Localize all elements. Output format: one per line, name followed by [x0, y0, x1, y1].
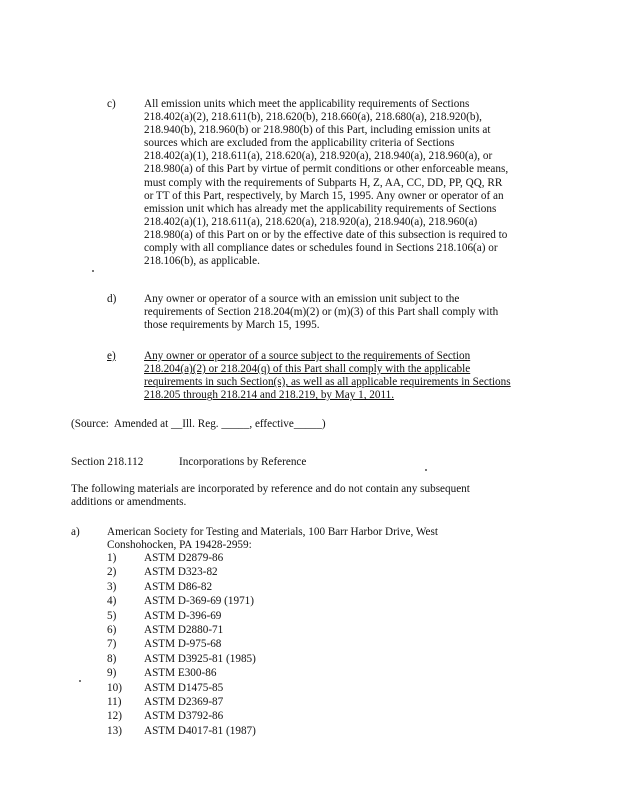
list-item-standard: ASTM D-369-69 (1971): [144, 595, 255, 608]
list-item-standard: ASTM D323-82: [144, 566, 218, 579]
list-item-standard: ASTM D2369-87: [144, 696, 224, 708]
list-item-standard: ASTM D3925-81 (1985): [144, 652, 256, 665]
list-item-standard: ASTM D1475-85: [144, 681, 224, 694]
list-item-standard: ASTM D3792-86: [144, 710, 224, 723]
subsection-c-line: emission unit which has already met the applicability requirements of Sections: [144, 202, 497, 215]
list-item-number: 2): [107, 566, 117, 579]
section-title: Incorporations by Reference: [179, 456, 307, 468]
list-item-number: 10): [107, 681, 122, 694]
subsection-c-line: 218.940(b), 218.960(b) or 218.980(b) of this Part, including emission units at: [144, 124, 491, 137]
list-item-standard: ASTM D-975-68: [144, 638, 222, 651]
subsection-c-line: sources which are excluded from the applicability criteria of Sections: [144, 137, 455, 150]
subsection-c-line: 218.402(a)(1), 218.611(a), 218.620(a), 218.920(a), 218.940(a), 218.960(a), or: [144, 150, 493, 163]
subsection-c-label: c): [107, 98, 116, 110]
scan-speck: [425, 469, 427, 471]
list-item-number: 6): [107, 624, 117, 636]
intro-line: The following materials are incorporated by reference and do not contain any subsequent: [71, 483, 470, 495]
subsection-c-text: [144, 98, 508, 268]
list-item-number: 12): [107, 710, 122, 723]
subsection-e-line: requirements in such Section(s), as well as all applicable requirements in Sections: [144, 376, 511, 389]
item-a-line: American Society for Testing and Materials, 100 Barr Harbor Drive, West: [107, 526, 438, 538]
list-item-standard: ASTM D2880-71: [144, 624, 224, 636]
subsection-d-line: Any owner or operator of a source with an emission unit subject to the: [144, 293, 460, 305]
item-a-label: a): [71, 526, 80, 538]
list-item-number: 1): [107, 552, 117, 564]
subsection-c-line: 218.106(b), as applicable.: [144, 255, 260, 268]
subsection-e-line: 218.205 through 218.214 and 218.219, by May 1, 2011.: [144, 389, 395, 402]
subsection-d-line: requirements of Section 218.204(m)(2) or (m)(3) of this Part shall comply with: [144, 306, 499, 319]
list-item-standard: ASTM D86-82: [144, 580, 213, 593]
list-item-standard: ASTM D-396-69: [144, 609, 222, 622]
subsection-d-line: those requirements by March 15, 1995.: [144, 319, 320, 332]
subsection-c-line: 218.980(a) of this Part on or by the effective date of this subsection is required to: [144, 228, 508, 241]
list-item-number: 5): [107, 609, 117, 622]
list-item-number: 3): [107, 580, 117, 593]
list-item-standard: ASTM D4017-81 (1987): [144, 724, 256, 737]
subsection-c-line: All emission units which meet the applicability requirements of Sections: [144, 98, 470, 110]
subsection-e-line: Any owner or operator of a source subject to the requirements of Section: [144, 350, 471, 362]
list-item-number: 11): [107, 696, 122, 708]
list-item-standard: ASTM D2879-86: [144, 552, 224, 564]
item-a-line: Conshohocken, PA 19428-2959:: [107, 539, 252, 552]
subsection-c-line: comply with all compliance dates or schedules found in Sections 218.106(a) or: [144, 242, 498, 255]
list-item-number: 7): [107, 638, 117, 651]
list-item-number: 13): [107, 724, 122, 737]
subsection-c-line: 218.980(a) of this Part by virtue of permit conditions or other enforceable means,: [144, 163, 509, 176]
list-item-standard: ASTM E300-86: [144, 667, 217, 680]
source-note: (Source: Amended at __Ill. Reg. _____, effective_____): [71, 418, 326, 430]
item-a-text: [107, 526, 438, 552]
subsection-e-line: 218.204(a)(2) or 218.204(q) of this Part shall comply with the applicable: [144, 363, 471, 376]
subsection-d-text: [144, 293, 498, 332]
scan-speck: [92, 270, 94, 272]
list-item-number: 4): [107, 595, 117, 608]
list-item-number: 8): [107, 652, 117, 665]
scan-speck: [79, 680, 81, 682]
subsection-d-label: d): [107, 293, 117, 305]
intro-line: additions or amendments.: [71, 496, 187, 509]
intro-paragraph: [71, 483, 470, 509]
subsection-e-text: [144, 350, 511, 402]
list-item-number: 9): [107, 667, 117, 680]
subsection-c-line: 218.402(a)(2), 218.611(b), 218.620(b), 218.660(a), 218.680(a), 218.920(b),: [144, 111, 482, 124]
section-number: Section 218.112: [71, 456, 144, 468]
subsection-c-line: 218.402(a)(1), 218.611(a), 218.620(a), 218.920(a), 218.940(a), 218.960(a): [144, 215, 478, 228]
subsection-c-line: must comply with the requirements of Subparts H, Z, AA, CC, DD, PP, QQ, RR: [144, 176, 503, 189]
subsection-c-line: or TT of this Part, respectively, by March 15, 1995. Any owner or operator of an: [144, 189, 504, 202]
subsection-e-label: e): [107, 350, 116, 362]
